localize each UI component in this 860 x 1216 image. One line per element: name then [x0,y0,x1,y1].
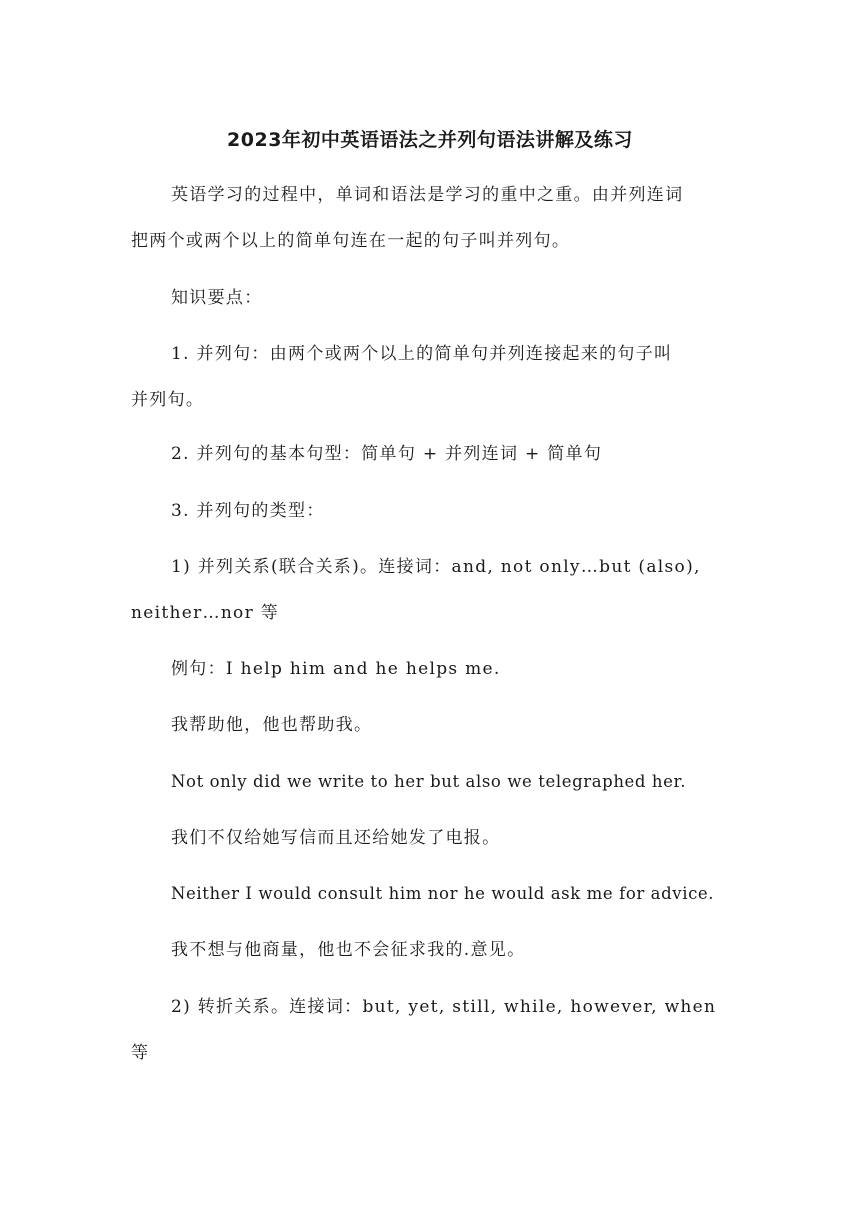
example-3-chinese: 我不想与他商量，他也不会征求我的.意见。 [171,940,526,960]
example-2-english: Not only did we write to her but also we telegraphed her. [171,772,687,791]
intro-line-1: 英语学习的过程中，单词和语法是学习的重中之重。由并列连词 [171,185,684,205]
point-1-line-2: 并列句。 [131,390,205,410]
intro-line-2: 把两个或两个以上的简单句连在一起的句子叫并列句。 [131,231,571,251]
example-3-english: Neither I would consult him nor he would ask me for advice. [171,884,715,903]
point-2: 2. 并列句的基本句型：简单句 + 并列连词 + 简单句 [171,444,603,464]
type-2-line-1: 2) 转折关系。连接词：but, yet, still, while, however, when [171,997,717,1017]
type-1-line-2: neither…nor 等 [131,603,280,623]
example-1-english: 例句：I help him and he helps me. [171,659,501,679]
document-title: 2023年初中英语语法之并列句语法讲解及练习 [227,129,633,151]
point-3: 3. 并列句的类型： [171,501,325,521]
type-2-line-2: 等 [131,1043,150,1063]
example-1-chinese: 我帮助他，他也帮助我。 [171,715,373,735]
key-points-heading: 知识要点： [171,288,263,308]
point-1-line-1: 1. 并列句：由两个或两个以上的简单句并列连接起来的句子叫 [171,344,673,364]
type-1-line-1: 1) 并列关系(联合关系)。连接词：and, not only…but (also), [171,557,701,577]
example-2-chinese: 我们不仅给她写信而且还给她发了电报。 [171,828,501,848]
